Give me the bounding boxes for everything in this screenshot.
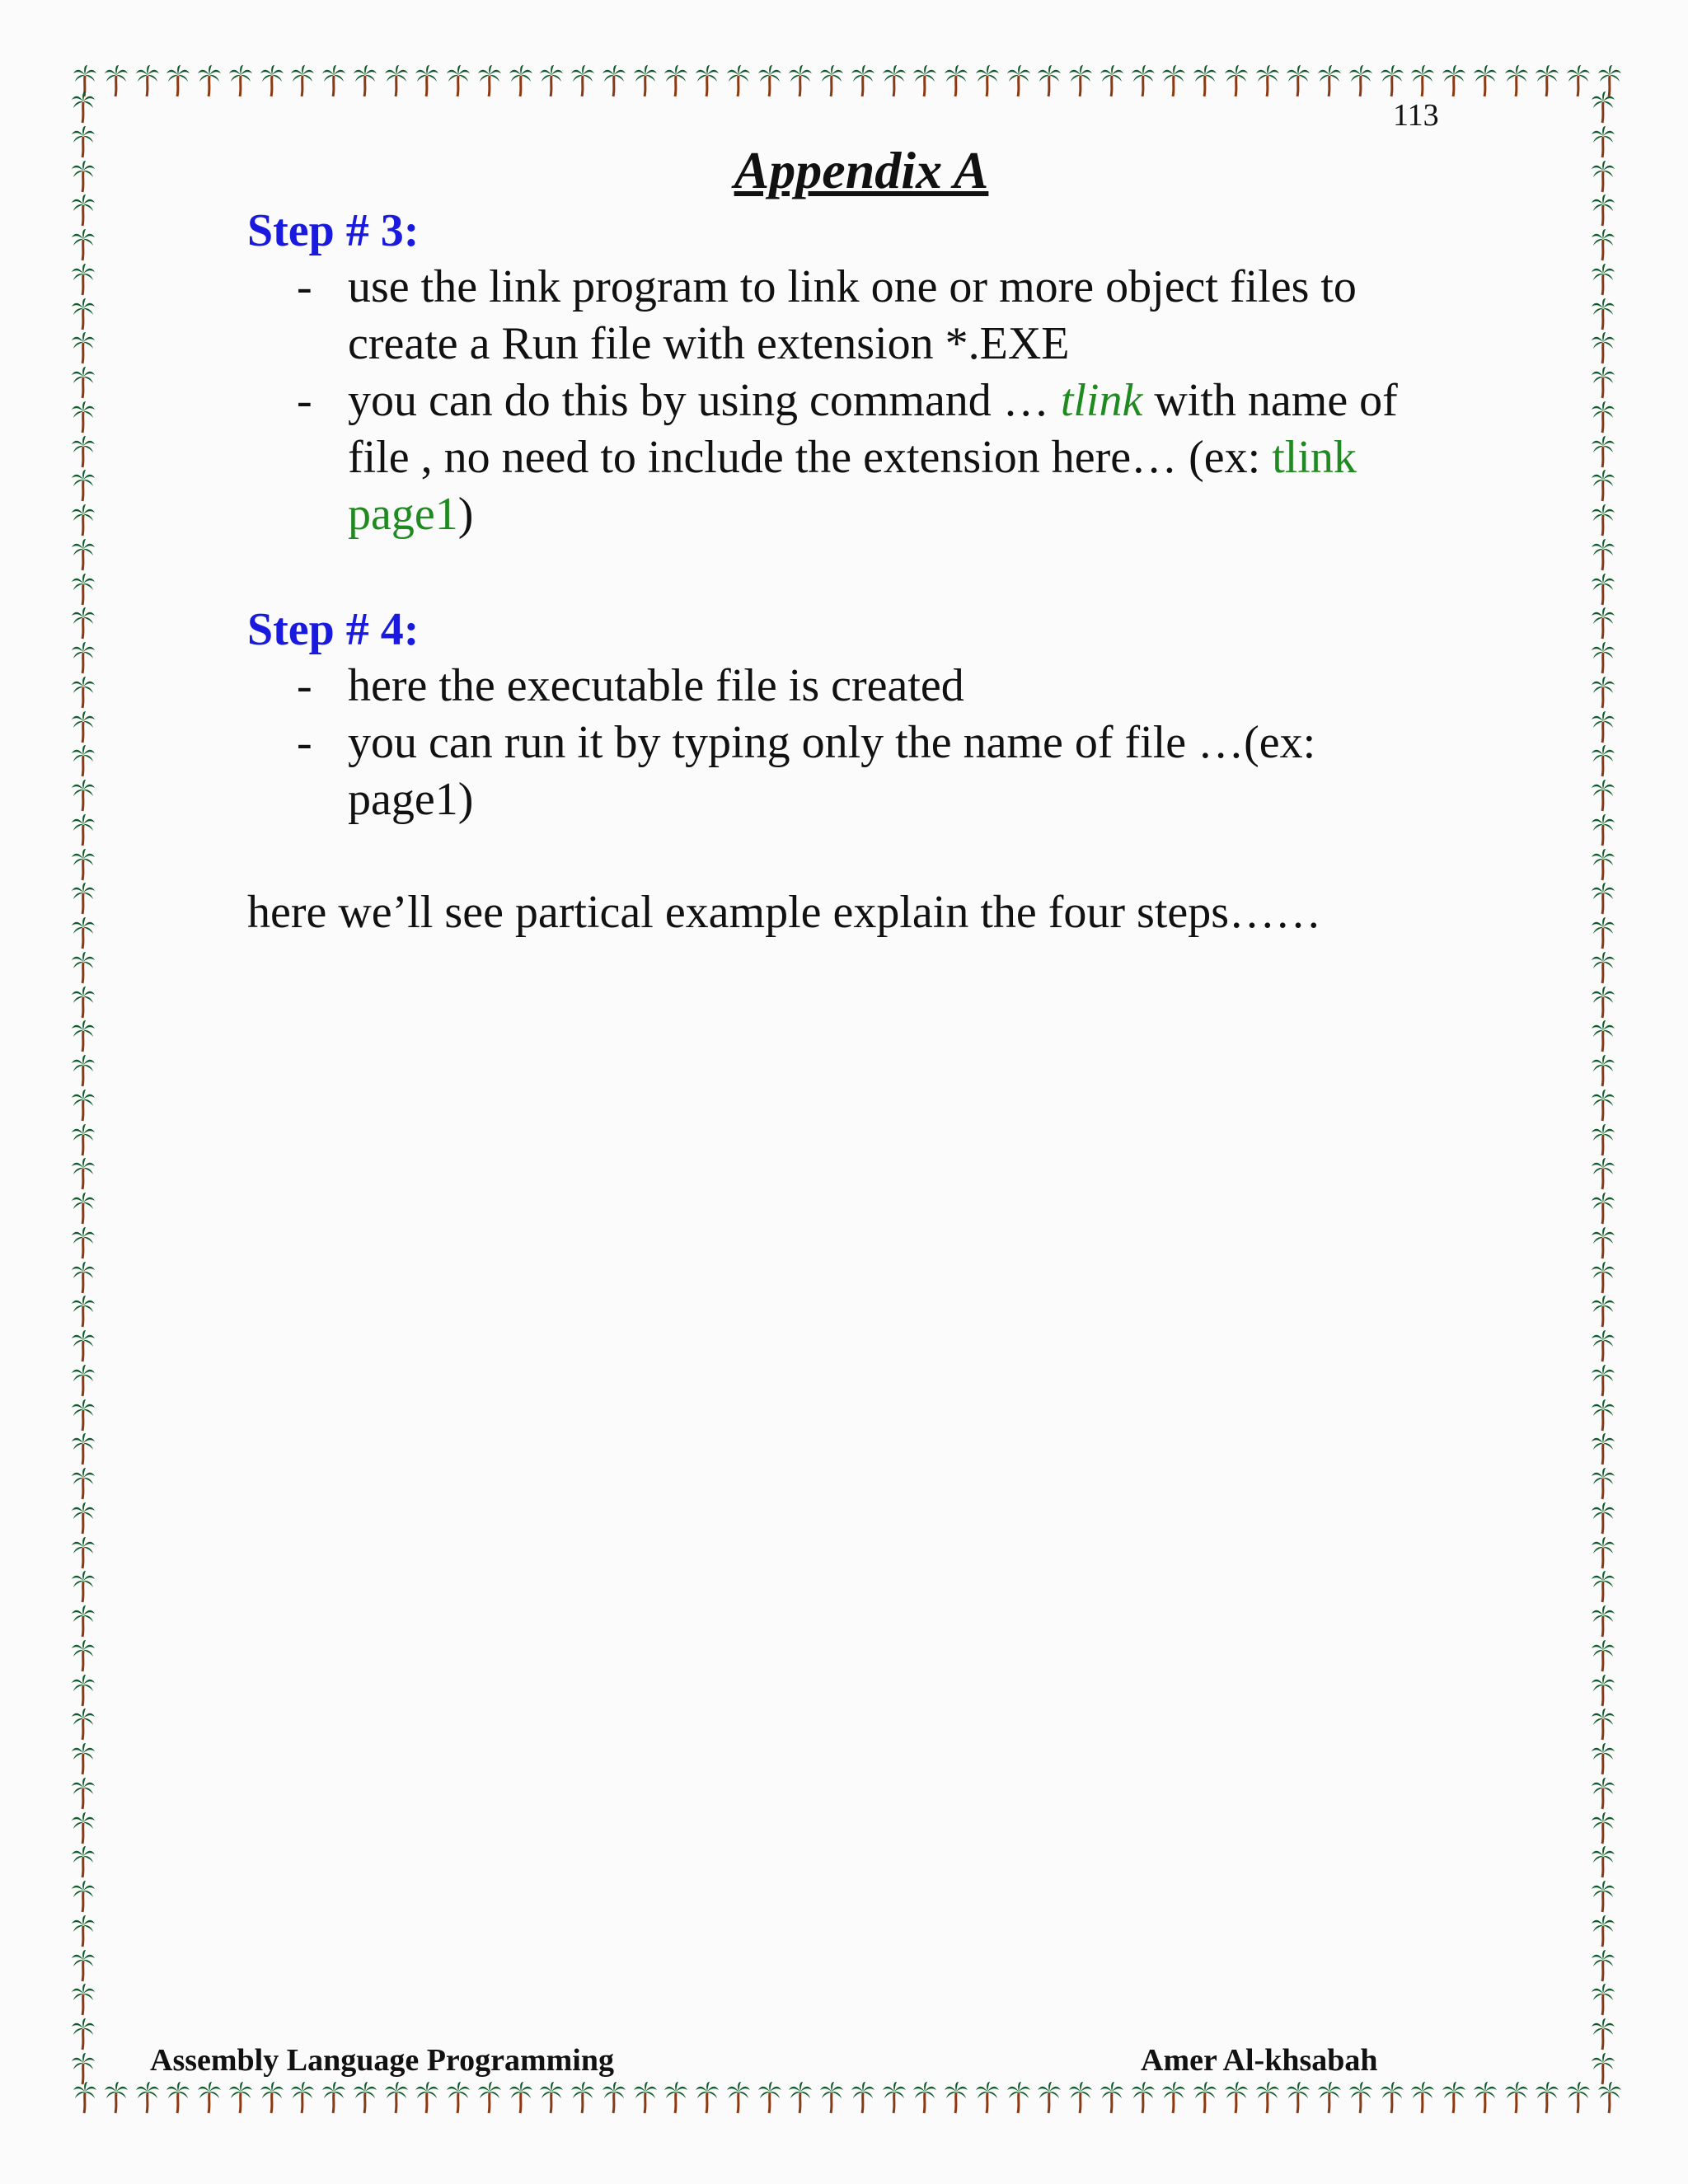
palm-tree-icon [135, 2081, 160, 2114]
palm-tree-icon [851, 64, 875, 97]
palm-tree-icon [71, 504, 96, 537]
footer-right: Amer Al-khsabah [1141, 2043, 1378, 2078]
palm-tree-icon [290, 64, 315, 97]
palm-tree-icon [71, 1329, 96, 1362]
palm-tree-icon [509, 64, 533, 97]
palm-tree-icon [71, 1880, 96, 1913]
palm-tree-icon [1348, 64, 1373, 97]
palm-tree-icon [1591, 1157, 1615, 1190]
palm-tree-icon [1317, 2081, 1342, 2114]
palm-tree-icon [71, 1054, 96, 1087]
tlink-command: tlink [1060, 375, 1143, 426]
step-4-bullet-1 [297, 658, 1451, 715]
palm-tree-icon [228, 2081, 253, 2114]
palm-tree-icon [1161, 2081, 1186, 2114]
palm-tree-icon [602, 64, 626, 97]
palm-tree-icon [663, 64, 688, 97]
palm-tree-icon [415, 64, 439, 97]
palm-tree-icon [1591, 1570, 1615, 1603]
palm-tree-icon [1348, 2081, 1373, 2114]
bullet-text: you can run it by typing only the name of file …(ex: page1) [348, 717, 1316, 825]
palm-tree-icon [71, 916, 96, 949]
palm-tree-icon [71, 1983, 96, 2016]
palm-tree-icon [1131, 64, 1156, 97]
palm-tree-icon [1591, 1708, 1615, 1741]
palm-tree-icon [415, 2081, 439, 2114]
palm-tree-icon [71, 263, 96, 296]
palm-tree-icon [944, 64, 968, 97]
palm-tree-icon [1591, 951, 1615, 984]
palm-tree-icon [71, 298, 96, 330]
palm-tree-icon [71, 1467, 96, 1500]
palm-tree-icon [1131, 2081, 1156, 2114]
palm-tree-icon [71, 986, 96, 1019]
palm-tree-icon [1591, 1329, 1615, 1362]
page-number: 113 [1393, 98, 1439, 133]
palm-tree-icon [446, 64, 471, 97]
palm-tree-icon [1410, 2081, 1435, 2114]
palm-tree-icon [1591, 779, 1615, 812]
palm-tree-icon [1591, 263, 1615, 296]
palm-tree-icon [1591, 573, 1615, 606]
palm-tree-icon [71, 1399, 96, 1432]
palm-tree-icon [71, 1811, 96, 1844]
palm-tree-icon [71, 1949, 96, 1982]
palm-tree-icon [260, 64, 284, 97]
palm-tree-icon [71, 710, 96, 743]
palm-tree-icon [71, 1536, 96, 1569]
palm-tree-icon [71, 573, 96, 606]
palm-tree-icon [71, 1432, 96, 1465]
palm-tree-icon [1591, 1983, 1615, 2016]
palm-tree-icon [663, 2081, 688, 2114]
palm-tree-icon [1591, 1949, 1615, 1982]
palm-tree-icon [1591, 538, 1615, 571]
bullet-text: here the executable file is created [348, 660, 964, 711]
palm-tree-icon [71, 1192, 96, 1225]
palm-tree-icon [1591, 1605, 1615, 1638]
palm-tree-icon [1006, 64, 1031, 97]
palm-tree-icon [539, 2081, 564, 2114]
palm-tree-icon [71, 435, 96, 468]
palm-tree-icon [1591, 1432, 1615, 1465]
palm-tree-icon [1591, 848, 1615, 881]
palm-tree-icon [633, 64, 658, 97]
palm-tree-icon [71, 848, 96, 881]
bullet-text [348, 373, 1451, 543]
palm-tree-icon [1255, 64, 1280, 97]
palm-tree-icon [1442, 64, 1466, 97]
palm-tree-icon [353, 64, 377, 97]
palm-tree-icon [1591, 1123, 1615, 1156]
palm-border-bottom [73, 2081, 1622, 2117]
palm-tree-icon [71, 2052, 96, 2085]
palm-tree-icon [1068, 64, 1093, 97]
palm-tree-icon [1591, 1019, 1615, 1052]
palm-tree-icon [104, 2081, 129, 2114]
palm-tree-icon [1591, 504, 1615, 537]
palm-tree-icon [1193, 64, 1217, 97]
palm-tree-icon [726, 64, 751, 97]
palm-tree-icon [1591, 1295, 1615, 1328]
palm-tree-icon [71, 641, 96, 674]
palm-tree-icon [321, 64, 346, 97]
palm-tree-icon [1504, 2081, 1529, 2114]
palm-tree-icon [882, 64, 907, 97]
bullet-text-after: with name of file , no need to include the extension here… (ex: [348, 375, 1398, 483]
palm-tree-icon [1591, 435, 1615, 468]
palm-tree-icon [1591, 641, 1615, 674]
palm-tree-icon [228, 64, 253, 97]
palm-border-right [1591, 91, 1627, 2085]
palm-tree-icon [71, 882, 96, 915]
palm-tree-icon [1100, 2081, 1124, 2114]
palm-tree-icon [1591, 1536, 1615, 1569]
palm-tree-icon [1473, 64, 1498, 97]
palm-tree-icon [73, 2081, 97, 2114]
palm-tree-icon [71, 1639, 96, 1672]
palm-tree-icon [1193, 2081, 1217, 2114]
palm-tree-icon [71, 1708, 96, 1741]
palm-tree-icon [1597, 2081, 1622, 2114]
palm-tree-icon [71, 779, 96, 812]
palm-tree-icon [71, 1742, 96, 1775]
palm-tree-icon [1535, 2081, 1559, 2114]
palm-tree-icon [71, 1295, 96, 1328]
palm-tree-icon [1006, 2081, 1031, 2114]
bullet-dash: - [297, 660, 312, 711]
palm-tree-icon [509, 2081, 533, 2114]
palm-tree-icon [71, 1089, 96, 1122]
palm-tree-icon [71, 401, 96, 434]
palm-tree-icon [71, 1019, 96, 1052]
palm-tree-icon [71, 1261, 96, 1294]
step-3-bullet-1 [297, 259, 1451, 373]
palm-tree-icon [570, 2081, 595, 2114]
palm-tree-icon [975, 64, 1000, 97]
palm-tree-icon [1591, 91, 1615, 124]
palm-tree-icon [1224, 64, 1249, 97]
step-4-heading: Step # 4: [247, 604, 420, 655]
palm-tree-icon [1380, 2081, 1404, 2114]
palm-tree-icon [1591, 1089, 1615, 1122]
palm-tree-icon [757, 64, 782, 97]
palm-tree-icon [1591, 2052, 1615, 2085]
palm-tree-icon [1591, 1399, 1615, 1432]
palm-tree-icon [788, 2081, 813, 2114]
palm-tree-icon [71, 676, 96, 709]
palm-tree-icon [1504, 64, 1529, 97]
palm-tree-icon [1591, 813, 1615, 846]
closing-paragraph: here we’ll see partical example explain the four steps…… [247, 887, 1322, 938]
palm-tree-icon [1591, 1467, 1615, 1500]
palm-tree-icon [197, 64, 222, 97]
palm-tree-icon [1442, 2081, 1466, 2114]
palm-tree-icon [1591, 1845, 1615, 1878]
palm-tree-icon [1591, 1674, 1615, 1707]
palm-tree-icon [1317, 64, 1342, 97]
palm-tree-icon [1286, 64, 1311, 97]
palm-tree-icon [1591, 298, 1615, 330]
palm-tree-icon [539, 64, 564, 97]
palm-tree-icon [71, 1226, 96, 1259]
palm-tree-icon [71, 1570, 96, 1603]
bullet-dash: - [297, 261, 312, 312]
palm-tree-icon [260, 2081, 284, 2114]
palm-tree-icon [1591, 744, 1615, 777]
palm-tree-icon [1591, 1226, 1615, 1259]
palm-tree-icon [1473, 2081, 1498, 2114]
palm-tree-icon [477, 2081, 502, 2114]
palm-tree-icon [71, 607, 96, 640]
palm-tree-icon [1161, 64, 1186, 97]
palm-tree-icon [1380, 64, 1404, 97]
palm-tree-icon [321, 2081, 346, 2114]
palm-tree-icon [71, 1502, 96, 1535]
step-4-bullet-2 [297, 715, 1451, 828]
palm-tree-icon [633, 2081, 658, 2114]
palm-tree-icon [104, 64, 129, 97]
palm-tree-icon [1591, 469, 1615, 502]
palm-tree-icon [71, 331, 96, 364]
palm-tree-icon [1591, 1915, 1615, 1947]
palm-tree-icon [353, 2081, 377, 2114]
step-3-heading: Step # 3: [247, 205, 420, 256]
palm-tree-icon [71, 538, 96, 571]
palm-tree-icon [71, 1157, 96, 1190]
palm-tree-icon [71, 469, 96, 502]
palm-tree-icon [1591, 1364, 1615, 1397]
palm-tree-icon [71, 366, 96, 399]
palm-tree-icon [290, 2081, 315, 2114]
palm-tree-icon [695, 2081, 720, 2114]
bullet-text-before: you can do this by using command … [348, 375, 1061, 426]
palm-tree-icon [1037, 2081, 1062, 2114]
palm-tree-icon [477, 64, 502, 97]
palm-tree-icon [384, 2081, 409, 2114]
palm-tree-icon [71, 1364, 96, 1397]
palm-tree-icon [912, 64, 937, 97]
palm-tree-icon [602, 2081, 626, 2114]
palm-tree-icon [695, 64, 720, 97]
palm-tree-icon [1591, 676, 1615, 709]
palm-border-left [71, 91, 107, 2085]
bullet-text-close: ) [457, 489, 474, 540]
palm-tree-icon [912, 2081, 937, 2114]
palm-tree-icon [1591, 366, 1615, 399]
palm-tree-icon [71, 1674, 96, 1707]
palm-tree-icon [1591, 2018, 1615, 2050]
palm-tree-icon [819, 2081, 844, 2114]
palm-tree-icon [1591, 1261, 1615, 1294]
palm-tree-icon [1591, 916, 1615, 949]
palm-tree-icon [975, 2081, 1000, 2114]
footer-left: Assembly Language Programming [150, 2043, 614, 2078]
palm-tree-icon [135, 64, 160, 97]
palm-tree-icon [1100, 64, 1124, 97]
palm-tree-icon [1566, 2081, 1591, 2114]
palm-tree-icon [71, 2018, 96, 2050]
bullet-dash: - [297, 375, 312, 426]
palm-tree-icon [1591, 607, 1615, 640]
palm-tree-icon [1255, 2081, 1280, 2114]
palm-tree-icon [1286, 2081, 1311, 2114]
palm-tree-icon [71, 813, 96, 846]
palm-tree-icon [1591, 1742, 1615, 1775]
palm-tree-icon [1224, 2081, 1249, 2114]
palm-tree-icon [1591, 882, 1615, 915]
palm-tree-icon [757, 2081, 782, 2114]
palm-tree-icon [1591, 1192, 1615, 1225]
page-title: Appendix A [734, 141, 989, 199]
palm-tree-icon [71, 1845, 96, 1878]
palm-tree-icon [1591, 331, 1615, 364]
palm-tree-icon [1591, 1054, 1615, 1087]
palm-tree-icon [1566, 64, 1591, 97]
palm-tree-icon [166, 2081, 190, 2114]
palm-tree-icon [1591, 986, 1615, 1019]
palm-tree-icon [819, 64, 844, 97]
palm-tree-icon [71, 91, 96, 124]
palm-tree-icon [197, 2081, 222, 2114]
palm-tree-icon [71, 1123, 96, 1156]
palm-tree-icon [71, 951, 96, 984]
palm-border-top [73, 64, 1622, 101]
palm-tree-icon [71, 1605, 96, 1638]
palm-tree-icon [788, 64, 813, 97]
palm-tree-icon [944, 2081, 968, 2114]
palm-tree-icon [71, 1777, 96, 1810]
palm-tree-icon [384, 64, 409, 97]
palm-tree-icon [570, 64, 595, 97]
palm-tree-icon [1591, 228, 1615, 261]
palm-tree-icon [1591, 1639, 1615, 1672]
palm-tree-icon [1591, 1880, 1615, 1913]
palm-tree-icon [1591, 401, 1615, 434]
palm-tree-icon [71, 744, 96, 777]
palm-tree-icon [851, 2081, 875, 2114]
palm-tree-icon [446, 2081, 471, 2114]
palm-tree-icon [1037, 64, 1062, 97]
palm-tree-icon [1591, 1777, 1615, 1810]
tlink-example: tlink page1 [348, 432, 1357, 540]
palm-tree-icon [726, 2081, 751, 2114]
bullet-text: use the link program to link one or more object files to create a Run file with extension *.EXE [348, 261, 1357, 369]
step-3-bullet-2 [297, 373, 1451, 543]
palm-tree-icon [882, 2081, 907, 2114]
bullet-dash: - [297, 717, 312, 768]
palm-tree-icon [1591, 1811, 1615, 1844]
palm-tree-icon [1591, 1502, 1615, 1535]
palm-tree-icon [1591, 710, 1615, 743]
palm-tree-icon [71, 1915, 96, 1947]
palm-tree-icon [1410, 64, 1435, 97]
palm-tree-icon [1068, 2081, 1093, 2114]
palm-tree-icon [1535, 64, 1559, 97]
palm-tree-icon [71, 228, 96, 261]
palm-tree-icon [166, 64, 190, 97]
